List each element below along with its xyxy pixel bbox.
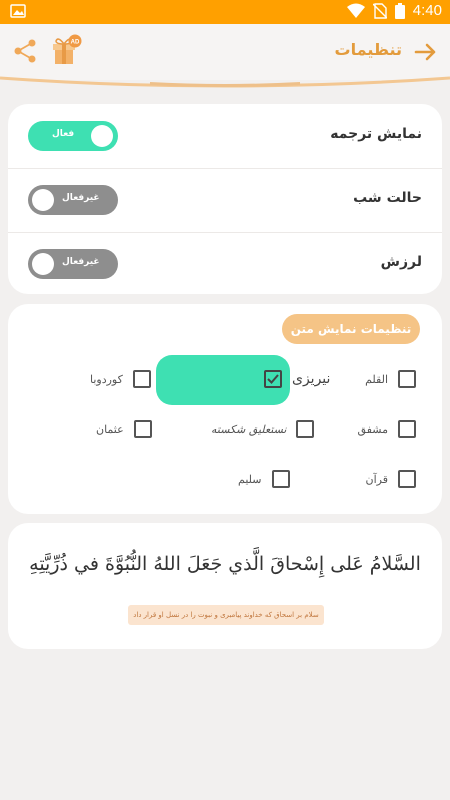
night-mode-toggle[interactable] bbox=[28, 185, 118, 215]
toggle-knob bbox=[91, 125, 113, 147]
font-option-moshfegh[interactable] bbox=[358, 417, 416, 441]
header-curve bbox=[0, 76, 450, 90]
toggle-state-label: غیرفعال bbox=[62, 257, 100, 267]
font-option-nastaliq[interactable] bbox=[211, 417, 314, 441]
page-title: تنظیمات bbox=[334, 40, 402, 59]
checkbox[interactable] bbox=[134, 420, 152, 438]
translation-label: نمایش ترجمه bbox=[330, 126, 422, 142]
app-bar bbox=[0, 24, 450, 80]
font-option-alqalam[interactable] bbox=[365, 367, 416, 391]
ad-badge-text: AD bbox=[70, 39, 80, 46]
font-option-label: عثمان bbox=[96, 422, 124, 436]
verse-text: السَّلامُ عَلى إِسْحاقَ الَّذي جَعَلَ اللهُ النُّبُوَّةَ في ذُرِّيَّتِهِ bbox=[29, 553, 421, 575]
vibration-row bbox=[8, 232, 442, 296]
font-option-label: نستعلیق شکسته bbox=[211, 422, 287, 436]
checkbox[interactable] bbox=[272, 470, 290, 488]
checkbox[interactable] bbox=[133, 370, 151, 388]
preview-card bbox=[8, 523, 442, 649]
night-mode-row bbox=[8, 168, 442, 232]
toggle-knob bbox=[32, 253, 54, 275]
font-option-label: نیریزی bbox=[292, 371, 331, 387]
font-option-quran[interactable] bbox=[366, 467, 416, 491]
vibration-label: لرزش bbox=[380, 254, 422, 270]
font-option-label: سلیم bbox=[238, 472, 262, 486]
toggle-knob bbox=[32, 189, 54, 211]
translation-toggle[interactable] bbox=[28, 121, 118, 151]
checkbox[interactable] bbox=[398, 420, 416, 438]
font-option-label: کوردوبا bbox=[90, 372, 123, 386]
toggle-state-label: غیرفعال bbox=[62, 193, 100, 203]
font-option-salim[interactable] bbox=[238, 467, 290, 491]
font-option-label: قرآن bbox=[365, 472, 388, 486]
font-settings-title: تنظیمات نمایش متن bbox=[282, 314, 420, 344]
night-mode-label: حالت شب bbox=[353, 190, 422, 206]
share-icon[interactable] bbox=[12, 38, 38, 64]
arrow-right-icon[interactable] bbox=[412, 38, 440, 66]
font-option-osman[interactable] bbox=[96, 417, 152, 441]
toggle-state-label: فعال bbox=[52, 129, 75, 139]
font-settings-card bbox=[8, 304, 442, 514]
translation-row bbox=[8, 104, 442, 168]
checkbox[interactable] bbox=[296, 420, 314, 438]
wifi-icon bbox=[347, 3, 365, 19]
battery-icon bbox=[395, 3, 405, 19]
checkbox[interactable] bbox=[398, 370, 416, 388]
checkbox[interactable] bbox=[398, 470, 416, 488]
clock: 4:40 bbox=[412, 2, 442, 19]
no-sim-icon bbox=[373, 3, 387, 19]
image-notification-icon bbox=[10, 4, 26, 18]
font-option-neyrizi[interactable] bbox=[264, 367, 330, 391]
status-bar bbox=[0, 0, 450, 24]
gift-ad-icon[interactable] bbox=[52, 34, 82, 66]
vibration-toggle[interactable] bbox=[28, 249, 118, 279]
font-option-label: القلم bbox=[365, 372, 388, 386]
font-option-label: مشفق bbox=[357, 422, 388, 436]
font-option-cordoba[interactable] bbox=[90, 367, 151, 391]
display-settings-card bbox=[8, 104, 442, 294]
check-icon bbox=[266, 372, 280, 386]
checkbox-checked[interactable] bbox=[264, 370, 282, 388]
translation-text: سلام بر اسحاق که خداوند پیامبری و نبوت را در نسل او قرار داد bbox=[128, 605, 324, 625]
